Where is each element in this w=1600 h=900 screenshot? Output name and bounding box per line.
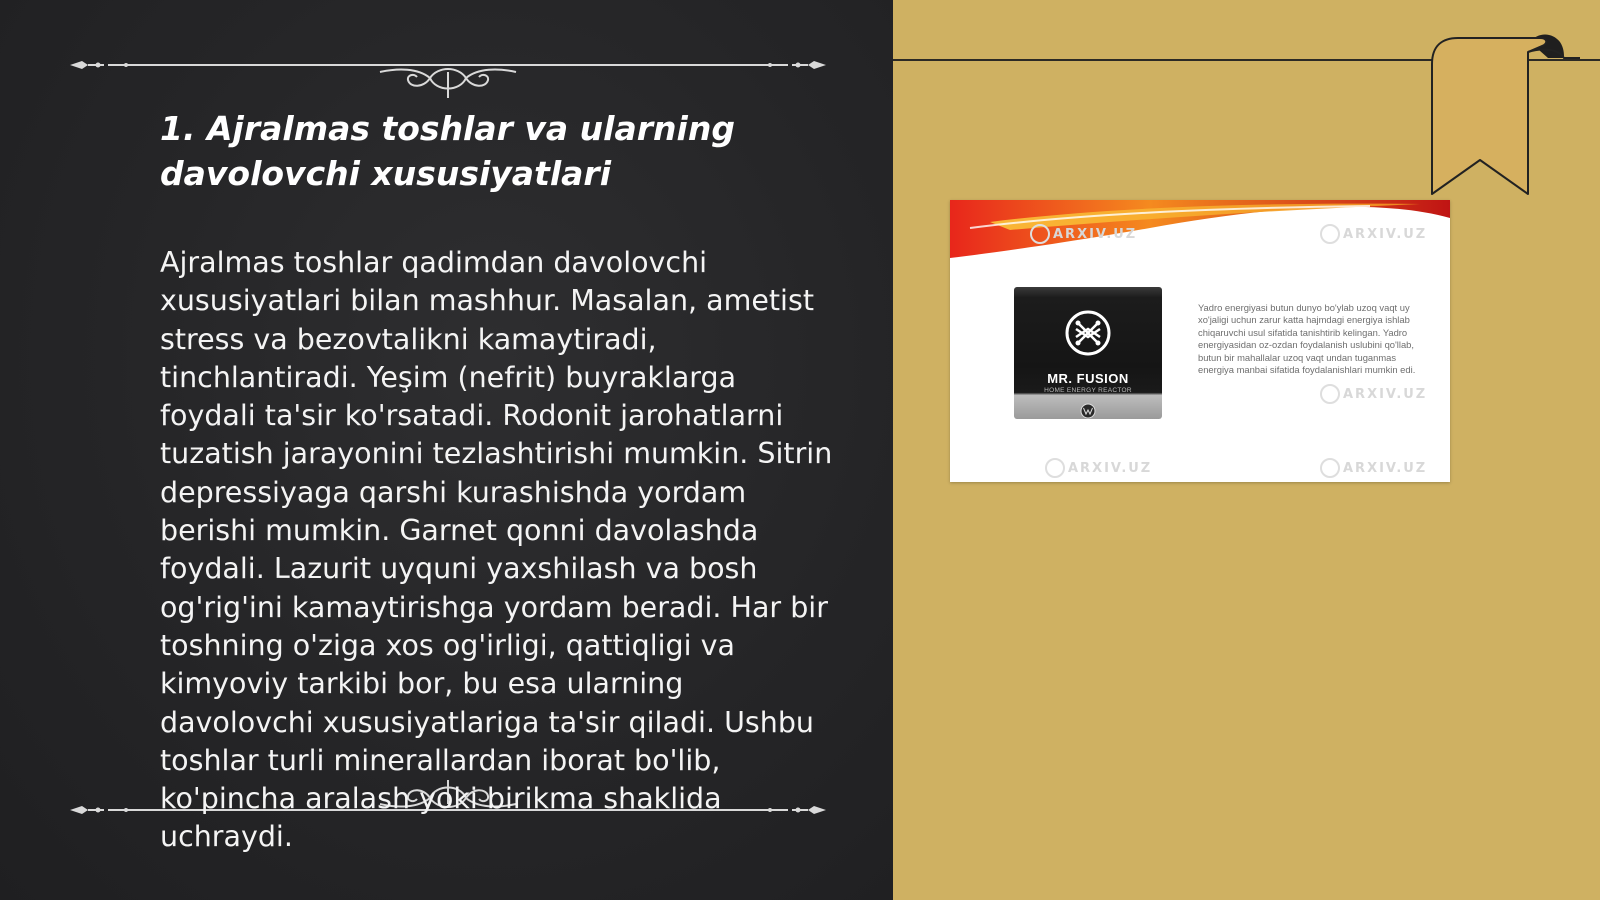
slide-body-text: Ajralmas toshlar qadimdan davolovchi xususiyatlari bilan mashhur. Masalan, ametist stress va bezovtalikni kamaytiradi, tinchlantiradi. Yeşim (nefrit) buyraklarga foydali ta'sir ko'rsatadi. Rodonit jarohatlarni tuzatish jarayonini tezlashtirishi mumkin. Sitrin depressiyaga qarshi kurashishda yordam berishi mumkin. Garnet qonni davolashda foydali. Lazurit uyquni yaxshilash va bosh og'rig'ini kamaytirishga yordam beradi. Har bir toshning o'ziga xos og'irligi, qattiqligi va kimyoviy tarkibi bor, bu esa ularning davolovchi xususiyatlariga ta'sir qiladi. Ushbu toshlar turli minerallardan iborat bo'lib, ko'pincha aralash yoki birikma shaklida uchraydi. [160,246,833,854]
vw-logo-icon [1080,403,1096,419]
watermark-magnifier-icon [1045,458,1065,478]
mr-fusion-photo [1014,287,1162,419]
mr-fusion-subtitle: HOME ENERGY REACTOR [1044,387,1132,394]
watermark-magnifier-icon [1030,224,1050,244]
document-preview-card[interactable] [950,200,1450,482]
watermark: ARXIV.UZ [1045,458,1152,478]
watermark: ARXIV.UZ [1320,384,1427,404]
fusion-emblem-icon [1064,309,1112,357]
watermark-magnifier-icon [1320,384,1340,404]
watermark: ARXIV.UZ [1320,458,1427,478]
watermark: ARXIV.UZ [1030,224,1137,244]
watermark: ARXIV.UZ [1320,224,1427,244]
mr-fusion-logo-text: MR. FUSION [1047,371,1129,386]
scroll-ornament-divider-icon [68,48,828,98]
watermark-magnifier-icon [1320,224,1340,244]
watermark-magnifier-icon [1320,458,1340,478]
bookmark-ribbon-icon [1430,34,1580,204]
preview-card-text: Yadro energiyasi butun dunyo bo'ylab uzoq vaqt uy xo'jaligi uchun zarur katta hajmdagi energiya ishlab chiqaruvchi usul sifatida tanishtirib kelingan. Yadro energiyasidan oz-ozdan foydalanish uslubini qo'llab, butun bir mahallalar uzoq vaqt undan tuganmas energiya manbai sifatida foydalanishlari mumkin edi. [1198,302,1416,376]
slide-title: 1. Ajralmas toshlar va ularning davolovchi xususiyatlari [160,109,735,193]
